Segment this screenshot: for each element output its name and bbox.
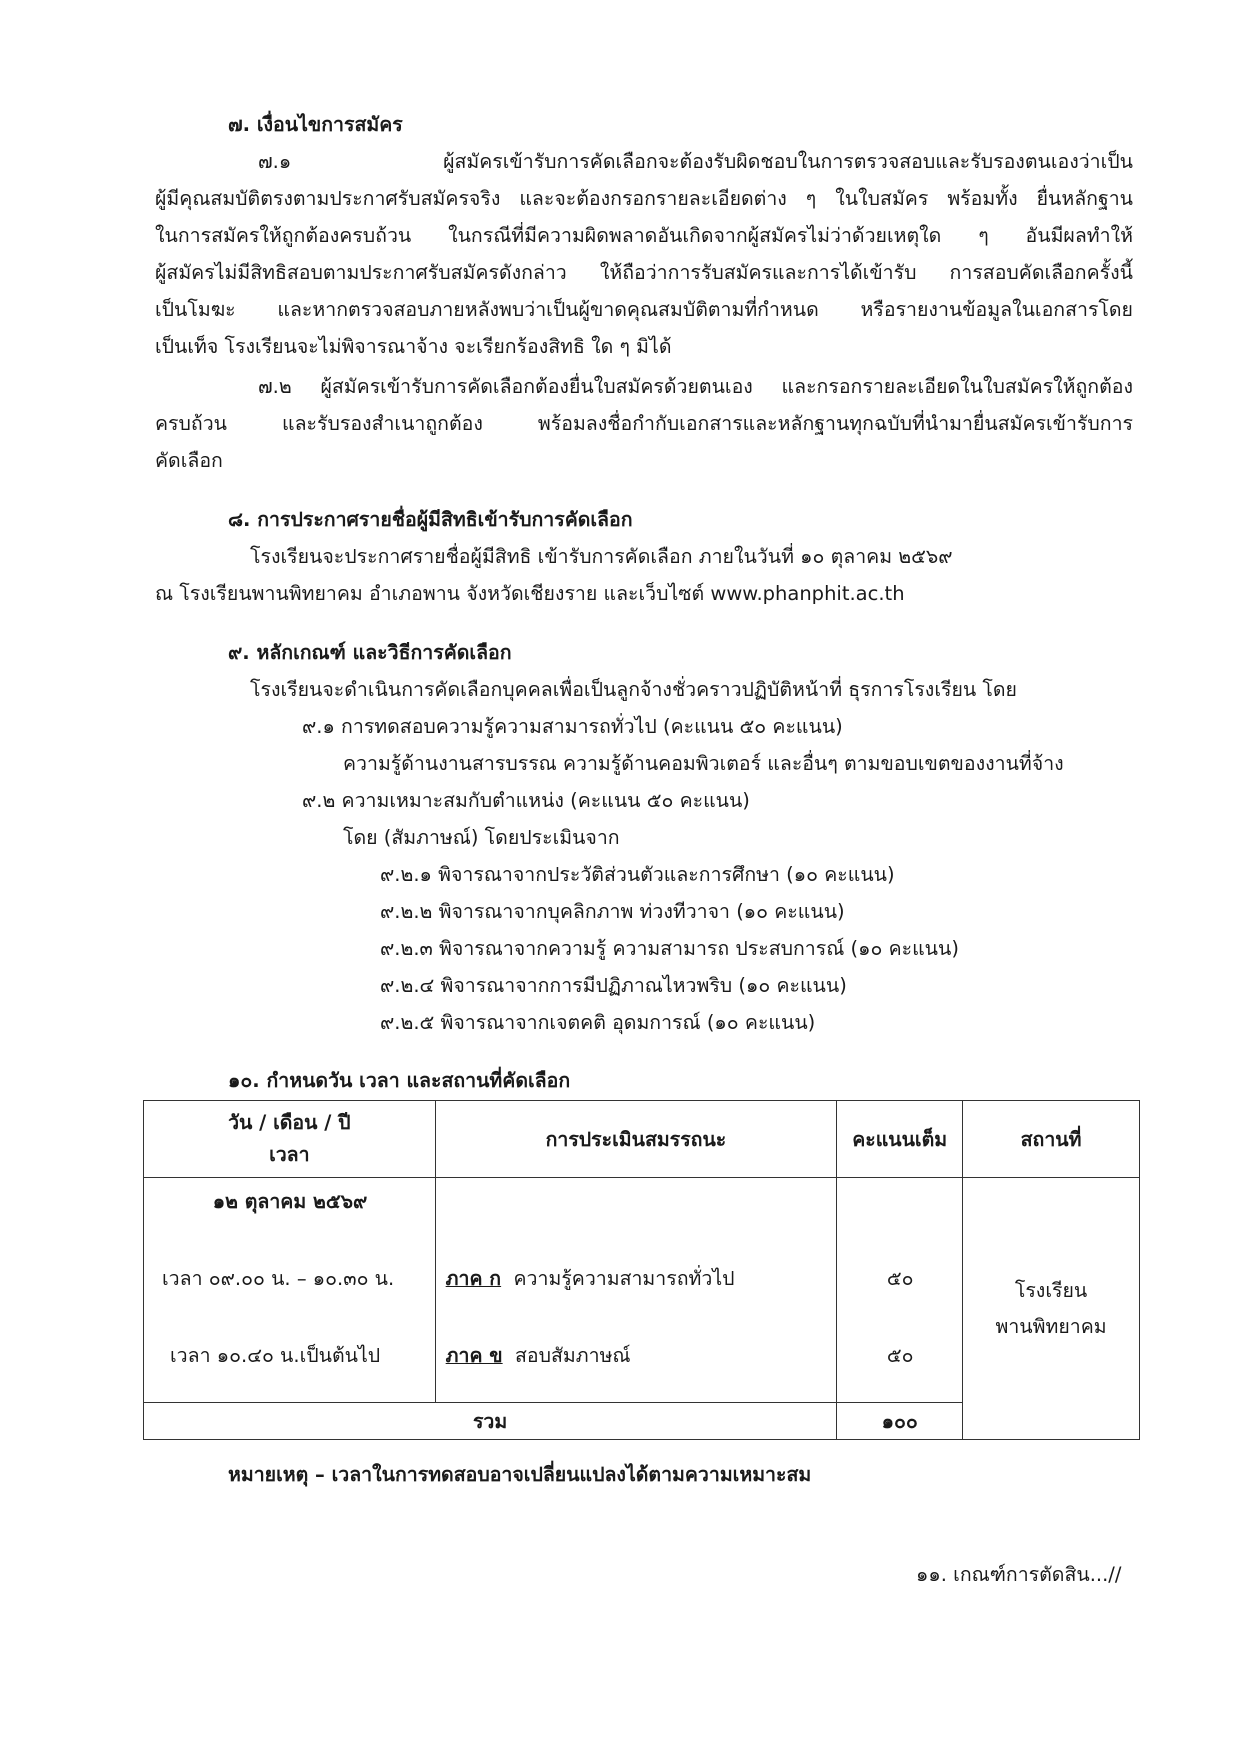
paragraph-line: ผู้มีคุณสมบัติตรงตามประกาศรับสมัครจริง และจะต้องกรอกรายละเอียดต่าง ๆ ในใบสมัคร พร้อมทั้ง ยื่นหลักฐาน — [155, 187, 1133, 210]
schedule-table — [143, 1100, 1140, 1440]
score-b: ๕๐ — [886, 1344, 914, 1367]
paragraph-line: โรงเรียนจะประกาศรายชื่อผู้มีสิทธิ เข้ารับการคัดเลือก ภายในวันที่ ๑๐ ตุลาคม ๒๕๖๙ — [250, 545, 953, 568]
table-row — [144, 1178, 1140, 1403]
part-b-label: ภาค ข — [445, 1344, 503, 1367]
page-footer: ๑๑. เกณฑ์การตัดสิน...// — [916, 1563, 1122, 1586]
note: หมายเหตุ – เวลาในการทดสอบอาจเปลี่ยนแปลงได้ตามความเหมาะสม — [228, 1463, 812, 1486]
paragraph-line: ๗.๒ ผู้สมัครเข้ารับการคัดเลือกต้องยื่นใบสมัครด้วยตนเอง และกรอกรายละเอียดในใบสมัครให้ถูกต้อง — [258, 375, 1133, 398]
criterion-item: ๙.๒.๑ พิจารณาจากประวัติส่วนตัวและการศึกษา (๑๐ คะแนน) — [380, 863, 895, 886]
paragraph-line: เป็นโมฆะ และหากตรวจสอบภายหลังพบว่าเป็นผู้ขาดคุณสมบัติตามที่กำหนด หรือรายงานข้อมูลในเอกสารโดย — [155, 298, 1133, 321]
criterion-9-1-detail: ความรู้ด้านงานสารบรรณ ความรู้ด้านคอมพิวเตอร์ และอื่นๆ ตามขอบเขตของงานที่จ้าง — [343, 752, 1064, 775]
paragraph-line: คัดเลือก — [155, 449, 223, 472]
score-cell — [837, 1178, 963, 1403]
criterion-item: ๙.๒.๓ พิจารณาจากความรู้ ความสามารถ ประสบการณ์ (๑๐ คะแนน) — [380, 937, 959, 960]
criterion-item: ๙.๒.๕ พิจารณาจากเจตคติ อุดมการณ์ (๑๐ คะแนน) — [380, 1011, 816, 1034]
section-9-heading: ๙. หลักเกณฑ์ และวิธีการคัดเลือก — [228, 641, 512, 664]
header-time-line: เวลา — [269, 1143, 310, 1166]
section-7-heading: ๗. เงื่อนไขการสมัคร — [228, 113, 403, 136]
date-time-cell — [144, 1178, 436, 1403]
header-place: สถานที่ — [963, 1101, 1140, 1178]
place-line-2: พานพิทยาคม — [995, 1314, 1107, 1338]
paragraph-line: เป็นเท็จ โรงเรียนจะไม่พิจารณาจ้าง จะเรียกร้องสิทธิ ใด ๆ มิได้ — [155, 335, 672, 358]
total-score: ๑๐๐ — [837, 1403, 963, 1440]
paragraph-line: ผู้สมัครไม่มีสิทธิสอบตามประกาศรับสมัครดังกล่าว ให้ถือว่าการรับสมัครและการได้เข้ารับ การสอบคัดเลือกครั้งนี้ — [155, 261, 1133, 284]
time-slot-a: เวลา ๐๙.๐๐ น. – ๑๐.๓๐ น. — [162, 1267, 395, 1290]
part-b-desc: สอบสัมภาษณ์ — [515, 1344, 631, 1367]
total-label: รวม — [144, 1403, 837, 1440]
header-assessment: การประเมินสมรรถนะ — [435, 1101, 837, 1178]
header-date-time — [144, 1101, 436, 1178]
section-10-heading: ๑๐. กำหนดวัน เวลา และสถานที่คัดเลือก — [228, 1069, 571, 1092]
criterion-item: ๙.๒.๒ พิจารณาจากบุคลิกภาพ ท่วงทีวาจา (๑๐ คะแนน) — [380, 900, 845, 923]
header-full-score: คะแนนเต็ม — [837, 1101, 963, 1178]
place-line-1: โรงเรียน — [1014, 1278, 1088, 1302]
paragraph-line: ในการสมัครให้ถูกต้องครบถ้วน ในกรณีที่มีความผิดพลาดอันเกิดจากผู้สมัครไม่ว่าด้วยเหตุใด ๆ อันมีผลทำให้ — [155, 224, 1133, 247]
place-cell — [963, 1178, 1140, 1440]
table-header-row — [144, 1101, 1140, 1178]
criterion-9-1: ๙.๑ การทดสอบความรู้ความสามารถทั่วไป (คะแนน ๕๐ คะแนน) — [302, 715, 843, 738]
time-slot-b: เวลา ๑๐.๔๐ น.เป็นต้นไป — [170, 1344, 381, 1367]
criterion-9-2: ๙.๒ ความเหมาะสมกับตำแหน่ง (คะแนน ๕๐ คะแนน) — [302, 789, 750, 812]
criterion-item: ๙.๒.๔ พิจารณาจากการมีปฏิภาณไหวพริบ (๑๐ คะแนน) — [380, 974, 847, 997]
part-a-desc: ความรู้ความสามารถทั่วไป — [513, 1267, 735, 1290]
assessment-b — [446, 1340, 631, 1371]
header-date-line: วัน / เดือน / ปี — [228, 1111, 351, 1134]
criterion-9-2-detail: โดย (สัมภาษณ์) โดยประเมินจาก — [343, 826, 620, 849]
assessment-a — [446, 1263, 735, 1294]
paragraph-line: โรงเรียนจะดำเนินการคัดเลือกบุคคลเพื่อเป็นลูกจ้างชั่วคราวปฏิบัติหน้าที่ ธุรการโรงเรียน โดย — [250, 678, 1017, 701]
paragraph-line: ๗.๑ ผู้สมัครเข้ารับการคัดเลือกจะต้องรับผิดชอบในการตรวจสอบและรับรองตนเองว่าเป็น — [258, 150, 1133, 173]
paragraph-line: ครบถ้วน และรับรองสำเนาถูกต้อง พร้อมลงชื่อกำกับเอกสารและหลักฐานทุกฉบับที่นำมายื่นสมัครเข้ารับการ — [155, 412, 1133, 435]
assessment-cell — [435, 1178, 837, 1403]
part-a-label: ภาค ก — [445, 1267, 502, 1290]
section-8-heading: ๘. การประกาศรายชื่อผู้มีสิทธิเข้ารับการคัดเลือก — [228, 508, 633, 531]
score-a: ๕๐ — [886, 1267, 914, 1290]
paragraph-line: ณ โรงเรียนพานพิทยาคม อำเภอพาน จังหวัดเชียงราย และเว็บไซต์ www.phanphit.ac.th — [155, 582, 905, 605]
exam-date: ๑๒ ตุลาคม ๒๕๖๙ — [212, 1190, 368, 1213]
